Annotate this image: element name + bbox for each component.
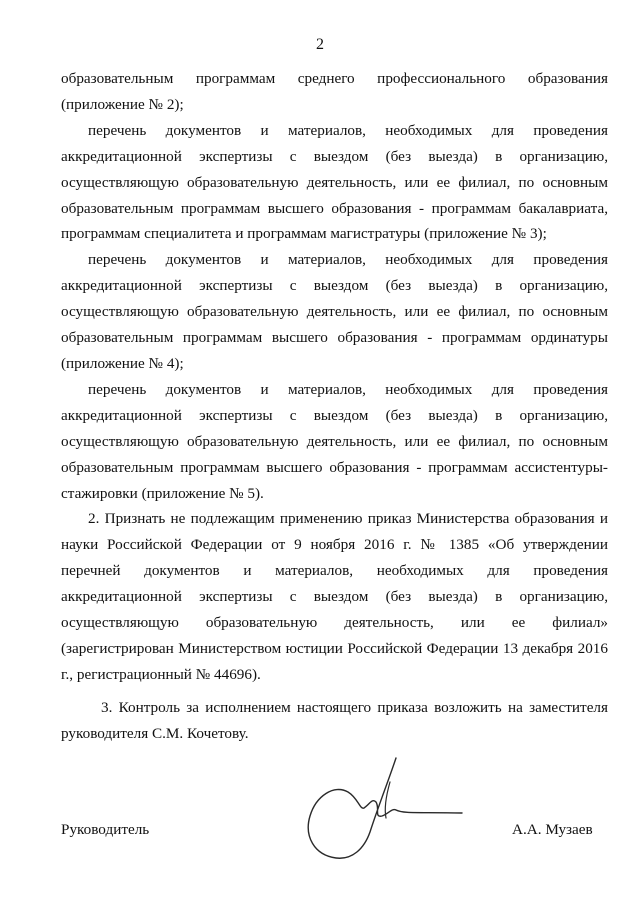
signatory-name: А.А. Музаев (512, 821, 593, 838)
paragraph-continuation: образовательным программам среднего профессионального образования (приложение № 2); (61, 70, 608, 113)
paragraph-clause-3: 3. Контроль за исполнением настоящего приказа возложить на заместителя руководителя С.М. Кочетову. (61, 698, 608, 742)
paragraph-list-item-5: перечень документов и материалов, необходимых для проведения аккредитационной экспертизы с выездом (без выезда) в организацию, осуществляющую образовательную деятельность, или ее филиал, по основным образовательным программам высшего образования - программам ассистентуры-стажировки (приложение № 5). (61, 380, 608, 502)
paragraph-list-item-3: перечень документов и материалов, необходимых для проведения аккредитационной экспертизы с выездом (без выезда) в организацию, осуществляющую образовательную деятельность, или ее филиал, по основным образовательным программам высшего образования - программам бакалавриата, программам специалитета и программам магистратуры (приложение № 3); (61, 121, 608, 243)
paragraph-clause-2: 2. Признать не подлежащим применению приказ Министерства образования и науки Российской Федерации от 9 ноября 2016 г. № 1385 «Об утверждении перечней документов и материалов, необходимых для проведения аккредитационной экспертизы с выездом (без выезда) в организацию, осуществляющую образовательную деятельность, или ее филиал» (зарегистрирован Министерством юстиции Российской Федерации 13 декабря 2016 г., регистрационный № 44696). (61, 510, 608, 683)
paragraph-list-item-4: перечень документов и материалов, необходимых для проведения аккредитационной экспертизы с выездом (без выезда) в организацию, осуществляющую образовательную деятельность, или ее филиал, по основным образовательным программам высшего образования - программам ординатуры (приложение № 4); (61, 251, 608, 372)
page-number: 2 (316, 36, 324, 53)
handwritten-signature (300, 752, 470, 862)
signatory-title: Руководитель (61, 821, 150, 838)
document-body (61, 66, 608, 747)
